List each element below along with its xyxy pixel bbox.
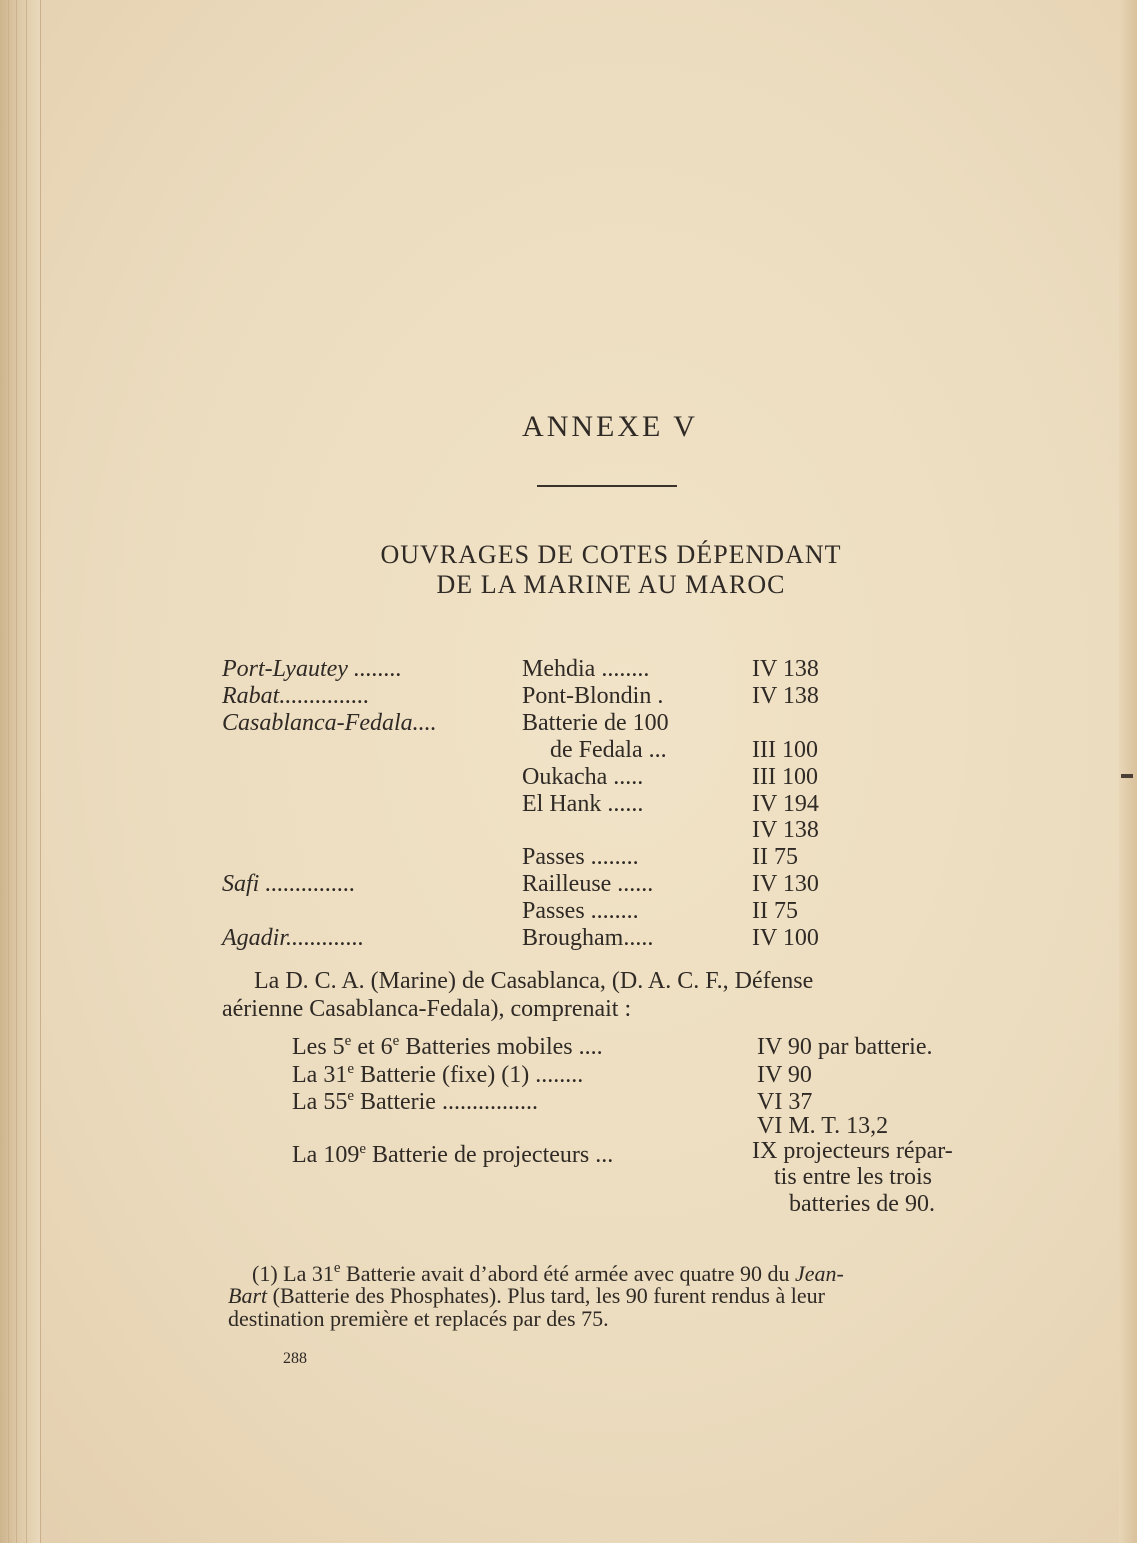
battery-entry: Les 5e et 6e Batteries mobiles .... (292, 1033, 603, 1060)
annex-title: ANNEXE V (522, 410, 698, 443)
battery-entry: La 55e Batterie ................ (292, 1088, 538, 1115)
place-name: Port-Lyautey ........ (222, 656, 402, 682)
work-name: Brougham..... (522, 925, 654, 951)
battery-caliber: IX projecteurs répar- (752, 1138, 953, 1164)
work-name: Passes ........ (522, 898, 639, 924)
work-name: El Hank ...... (522, 791, 644, 817)
caliber: IV 100 (752, 925, 819, 951)
footnote-line-2: Bart (Batterie des Phosphates). Plus tard, les 90 furent rendus à leur (228, 1283, 825, 1308)
table-row (0, 817, 1137, 845)
table-row (0, 898, 1137, 926)
place-name: Casablanca-Fedala.... (222, 710, 437, 736)
table-row (0, 656, 1137, 684)
caliber: IV 194 (752, 791, 819, 817)
place-name: Agadir............. (222, 925, 365, 951)
caliber: III 100 (752, 737, 818, 763)
caliber: IV 138 (752, 817, 819, 843)
battery-caliber: tis entre les trois (774, 1164, 932, 1190)
table-row (0, 710, 1137, 738)
place-name: Safi ............... (222, 871, 356, 897)
place-name: Rabat............... (222, 683, 370, 709)
work-name: Railleuse ...... (522, 871, 654, 897)
battery-caliber: IV 90 (757, 1062, 812, 1088)
table-row (0, 925, 1137, 953)
work-name: Oukacha ..... (522, 764, 644, 790)
page-number: 288 (283, 1350, 307, 1367)
work-name: Batterie de 100 (522, 710, 669, 736)
caliber: II 75 (752, 844, 798, 870)
caliber: III 100 (752, 764, 818, 790)
work-name: Passes ........ (522, 844, 639, 870)
battery-entry: La 109e Batterie de projecteurs ... (292, 1141, 614, 1168)
table-row (0, 764, 1137, 792)
table-row (0, 683, 1137, 711)
battery-caliber: VI M. T. 13,2 (757, 1113, 889, 1139)
work-name: de Fedala ... (550, 737, 667, 763)
caliber: IV 130 (752, 871, 819, 897)
subtitle-line-2: DE LA MARINE AU MAROC (436, 570, 786, 599)
table-row (0, 737, 1137, 765)
battery-caliber: VI 37 (757, 1089, 813, 1115)
caliber: IV 138 (752, 656, 819, 682)
footnote-line-1: (1) La 31e Batterie avait d’abord été armée avec quatre 90 du Jean- (252, 1260, 844, 1286)
work-name: Mehdia ........ (522, 656, 650, 682)
caliber: II 75 (752, 898, 798, 924)
battery-caliber: IV 90 par batterie. (757, 1034, 933, 1060)
work-name: Pont-Blondin . (522, 683, 664, 709)
table-row (0, 844, 1137, 872)
table-row (0, 791, 1137, 819)
dca-text-line-1: La D. C. A. (Marine) de Casablanca, (D. A. C. F., Défense (254, 968, 814, 994)
title-rule (537, 485, 677, 487)
dca-text-line-2: aérienne Casablanca-Fedala), comprenait : (222, 996, 632, 1022)
battery-entry: La 31e Batterie (fixe) (1) ........ (292, 1061, 584, 1088)
battery-caliber: batteries de 90. (789, 1191, 935, 1217)
table-row (0, 871, 1137, 899)
caliber: IV 138 (752, 683, 819, 709)
footnote-line-3: destination première et replacés par des 75. (228, 1306, 609, 1331)
subtitle-line-1: OUVRAGES DE COTES DÉPENDANT (380, 540, 842, 569)
